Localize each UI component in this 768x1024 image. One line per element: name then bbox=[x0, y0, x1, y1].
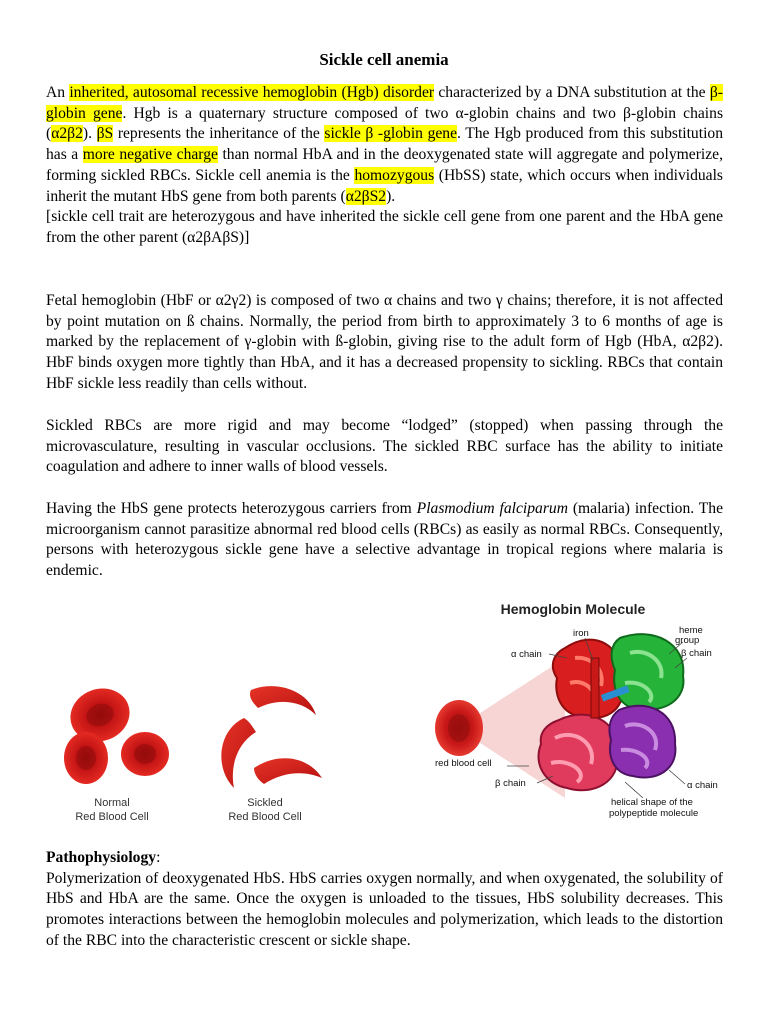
highlighted-text: β-globin gene bbox=[46, 84, 723, 122]
sickled-rbc bbox=[250, 686, 316, 715]
text-run: represents the inheritance of the bbox=[113, 125, 325, 143]
text-run: (HbSS) state, which occurs when individuals inherit the mutant HbS gene from both parents ( bbox=[46, 166, 723, 205]
hemoglobin-title: Hemoglobin Molecule bbox=[500, 601, 646, 617]
sickled-rbc-paragraph: Sickled RBCs are more rigid and may become “lodged” (stopped) when passing through the microvasculature, resulting in vascular occlusions. The sickled RBC surface has the ability to initiate coagulation and adhere to inner walls of blood vessels. bbox=[46, 417, 723, 476]
highlighted-text: α2βS2 bbox=[345, 187, 387, 205]
red-blood-cell-label: red blood cell bbox=[435, 758, 492, 769]
alpha-chain-bottom bbox=[609, 706, 675, 778]
text-run: ). bbox=[386, 187, 396, 205]
highlighted-text: homozygous bbox=[354, 166, 435, 184]
normal-rbc-group bbox=[63, 680, 169, 784]
highlighted-text: inherited, autosomal recessive hemoglobin (Hgb) disorder bbox=[69, 84, 435, 101]
beta-chain-label-top: β chain bbox=[681, 648, 712, 659]
helical-label-line2: polypeptide molecule bbox=[609, 808, 699, 819]
sickle-trait-note: [sickle cell trait are heterozygous and have inherited the sickle cell gene from one parent and the HbA gene from the other parent (α2βAβS)] bbox=[46, 208, 723, 246]
text-run: than normal HbA and in the deoxygenated state will aggregate and polymerize, forming sickled RBCs. Sickle cell anemia is the bbox=[46, 146, 723, 184]
sickled-rbc-group bbox=[221, 686, 322, 788]
alpha-chain-label-left: α chain bbox=[511, 649, 542, 660]
text-run: (malaria) infection. The microorganism cannot parasitize abnormal red blood cells (RBCs) as easily as normal RBCs. Consequently, persons with heterozygous sickle gene have a selective advantage in tropical regions where malaria is endemic. bbox=[46, 500, 723, 580]
beta-chain-top bbox=[612, 634, 684, 709]
hemoglobin-molecule-figure bbox=[425, 598, 730, 826]
normal-caption-line2: Red Blood Cell bbox=[75, 811, 149, 823]
beta-chain-label-bottom: β chain bbox=[495, 778, 526, 789]
iron-label: iron bbox=[573, 628, 589, 639]
sickled-rbc bbox=[221, 718, 256, 788]
highlighted-text: more negative charge bbox=[82, 146, 218, 164]
sickled-caption-line2: Red Blood Cell bbox=[228, 811, 302, 823]
intro-paragraph bbox=[46, 83, 723, 249]
alpha-chain-label-right: α chain bbox=[687, 780, 718, 791]
heading-colon: : bbox=[156, 849, 161, 866]
highlighted-text: α2β2 bbox=[51, 125, 83, 143]
text-run: . Hgb is a quaternary structure composed of two α-globin chains and two β-globin chains ( bbox=[46, 104, 724, 143]
text-run: . The Hgb produced from this substitution has a bbox=[46, 125, 723, 164]
normal-caption-line1: Normal bbox=[94, 797, 130, 809]
page-title: Sickle cell anemia bbox=[319, 50, 449, 69]
text-run: ). bbox=[82, 125, 97, 143]
fetal-hemoglobin-paragraph: Fetal hemoglobin (HbF or α2γ2) is composed of two α chains and two γ chains; therefore, it is not affected by point mutation on ß chains. Normally, the period from birth to approximately 3 to 6 months of age is marked by the replacement of γ-globin with ß-globin, giving rise to the adult form of Hgb (HbA, α2β2). HbF binds oxygen more tightly than HbA, and it has a decreased propensity to sickling. RBCs that contain HbF sickle less readily than cells without. bbox=[46, 292, 723, 392]
sickled-rbc bbox=[254, 758, 322, 784]
red-blood-cell-figure bbox=[46, 660, 346, 830]
malaria-paragraph bbox=[46, 499, 723, 582]
text-run: An bbox=[46, 84, 70, 101]
highlighted-text: sickle β -globin gene bbox=[324, 125, 458, 143]
text-run: Having the HbS gene protects heterozygous carriers from bbox=[46, 500, 417, 517]
species-name: Plasmodium falciparum bbox=[416, 500, 568, 517]
helical-label-line1: helical shape of the bbox=[611, 797, 693, 808]
sickled-caption-line1: Sickled bbox=[247, 797, 283, 809]
pathophysiology-paragraph bbox=[46, 848, 723, 952]
highlighted-text: βS bbox=[96, 125, 114, 143]
pathophysiology-heading: Pathophysiology bbox=[46, 849, 157, 866]
text-run: characterized by a DNA substitution at the bbox=[434, 84, 710, 101]
heme-label-line1: heme bbox=[679, 625, 703, 636]
heme-label-line2: group bbox=[675, 635, 700, 646]
pathophysiology-text: Polymerization of deoxygenated HbS. HbS carries oxygen normally, and when oxygenated, the solubility of HbS and HbA are the same. Once the oxygen is unloaded to the tissues, HbS solubility decreases. This promotes interactions between the hemoglobin molecules and polymerization, which leads to the distortion of the RBC into the characteristic crescent or sickle shape. bbox=[46, 869, 723, 949]
